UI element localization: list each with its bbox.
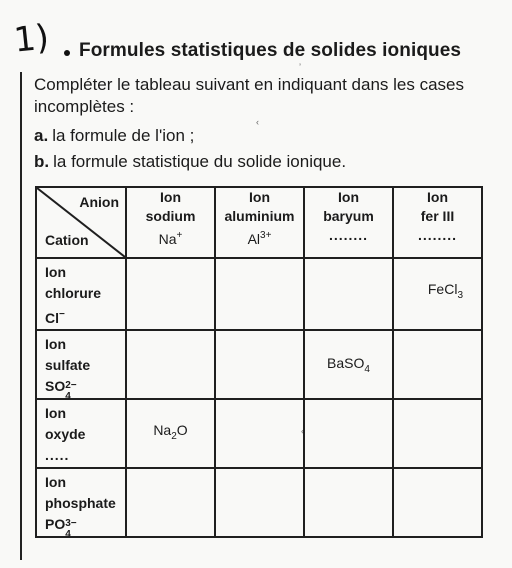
column-header-aluminium [215, 187, 304, 258]
answer-cell[interactable] [393, 399, 482, 468]
answer-cell[interactable] [126, 258, 215, 330]
ion-formula: SO 2− 4 [45, 378, 77, 402]
paper-speck: ‹ [301, 426, 304, 436]
blank-dots: ........ [417, 227, 458, 243]
table-row-oxyde [36, 399, 482, 468]
answer-cell[interactable] [126, 468, 215, 537]
anion-label: Anion [79, 194, 119, 210]
blank-dots: ..... [45, 447, 70, 463]
instructions: Compléter le tableau suivant en indiquant dans les cases incomplètes : [34, 75, 464, 116]
table-row-phosphate [36, 468, 482, 537]
item-text: la formule de l'ion ; [52, 126, 195, 145]
title-bullet [64, 50, 70, 56]
header-line: Ion [160, 189, 181, 205]
header-line: baryum [323, 208, 374, 224]
answer-cell-baso4[interactable]: BaSO$_4$ [304, 330, 393, 399]
row-header-sulfate: Ion sulfate SO 2− 4 [36, 330, 126, 399]
item-letter: a. [34, 126, 49, 145]
header-line: Ion [249, 189, 270, 205]
corner-cell [36, 187, 126, 258]
column-header-fer-iii [393, 187, 482, 258]
exercise-number: 1) [12, 17, 51, 61]
answer-cell[interactable] [393, 330, 482, 399]
table-header-row [36, 187, 482, 258]
paper-speck: ‹ [256, 117, 259, 127]
instruction-item-a [34, 126, 194, 146]
item-letter: b. [34, 152, 50, 171]
blank-dots: ........ [328, 227, 369, 243]
answer-cell[interactable] [215, 330, 304, 399]
ions-table [35, 186, 483, 538]
table-row-sulfate [36, 330, 482, 399]
ion-formula: Na+ [158, 230, 183, 247]
answer-cell[interactable] [304, 399, 393, 468]
ion-formula: $Al^{3+}$ [247, 230, 272, 247]
exercise-title: Formules statistiques de solides ioniques [79, 40, 462, 61]
item-text: la formule statistique du solide ionique. [53, 152, 347, 171]
row-header-oxyde: Ion oxyde ..... [36, 399, 126, 468]
column-header-sodium [126, 187, 215, 258]
answer-cell-fecl3[interactable]: FeCl$_3$ [393, 258, 482, 330]
answer-cell[interactable] [215, 468, 304, 537]
answer-cell[interactable] [393, 468, 482, 537]
answer-cell[interactable] [126, 330, 215, 399]
answer-cell[interactable] [304, 468, 393, 537]
header-line: Ion [338, 189, 359, 205]
answer-cell[interactable] [304, 258, 393, 330]
margin-bar [20, 72, 22, 560]
answer-cell-na2o[interactable]: $Na_2O$ [126, 399, 215, 468]
header-line: fer III [420, 208, 455, 224]
answer-cell[interactable] [215, 399, 304, 468]
column-header-baryum [304, 187, 393, 258]
table-row-chlorure [36, 258, 482, 330]
header-line: Ion [427, 189, 448, 205]
header-line: sodium [145, 208, 196, 224]
header-line: aluminium [224, 208, 295, 224]
answer-cell[interactable] [215, 258, 304, 330]
cation-label: Cation [45, 232, 89, 248]
paper-speck: ’ [299, 62, 301, 72]
row-header-phosphate: Ion phosphate PO 3− 4 [36, 468, 126, 537]
ion-formula: Cl− [45, 309, 65, 326]
ion-formula: PO 3− 4 [45, 516, 77, 540]
row-header-chlorure: Ion chlorure Cl− [36, 258, 126, 330]
instruction-item-b [34, 152, 346, 172]
